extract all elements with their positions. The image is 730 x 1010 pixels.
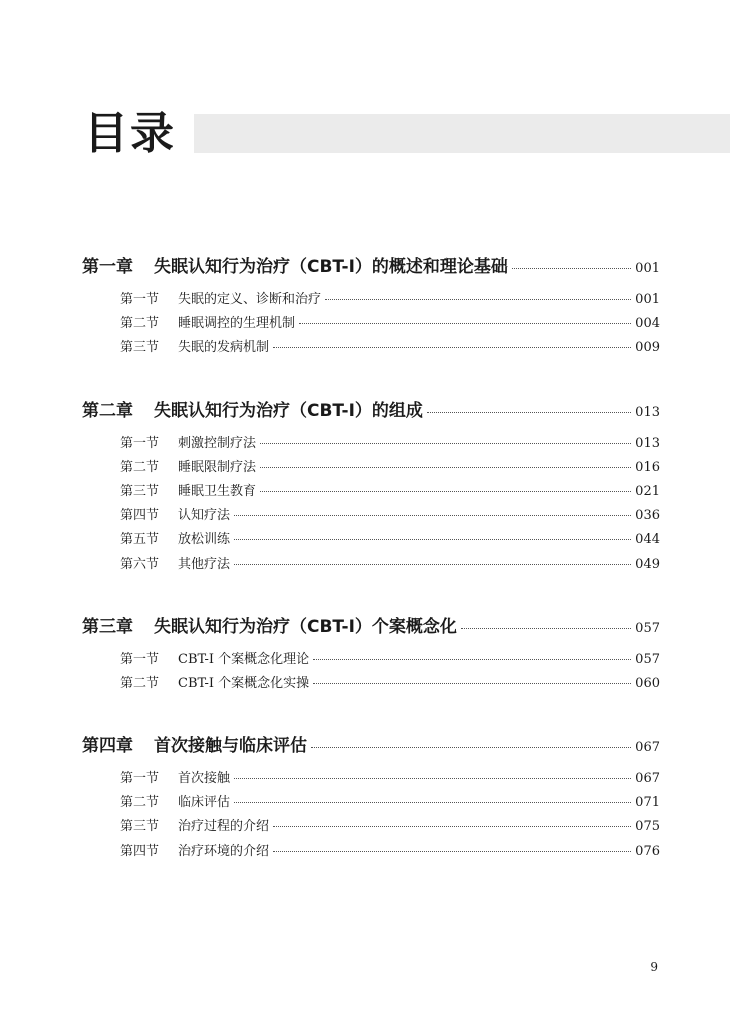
dot-leader <box>273 851 631 852</box>
section-title: 睡眠调控的生理机制 <box>178 316 296 332</box>
section-entry[interactable] <box>82 815 660 839</box>
dot-leader <box>325 299 631 300</box>
dot-leader <box>273 347 631 348</box>
page-number: 067 <box>635 740 660 756</box>
section-number: 第六节 <box>120 556 160 572</box>
page-title: 目录 <box>84 108 176 159</box>
page-number: 057 <box>635 651 660 667</box>
page-number: 016 <box>635 459 660 475</box>
page-number: 057 <box>635 620 660 636</box>
page-number: 004 <box>635 316 660 332</box>
dot-leader <box>234 778 631 779</box>
section-number: 第三节 <box>120 340 160 356</box>
chapter-entry[interactable] <box>82 396 660 424</box>
page-number: 001 <box>635 261 660 276</box>
title-decorative-bar <box>194 114 730 153</box>
section-title: 认知疗法 <box>178 508 231 524</box>
dot-leader <box>461 628 631 629</box>
dot-leader <box>427 412 631 413</box>
section-entry[interactable] <box>82 480 660 504</box>
section-entry[interactable] <box>82 648 660 672</box>
page-number: 071 <box>635 795 660 811</box>
section-entry[interactable] <box>82 288 660 312</box>
page-number: 060 <box>635 675 660 691</box>
section-title: CBT-I 个案概念化实操 <box>178 675 310 691</box>
section-entry[interactable] <box>82 791 660 815</box>
section-number: 第三节 <box>120 819 160 835</box>
section-entry[interactable] <box>82 456 660 480</box>
dot-leader <box>260 467 631 468</box>
section-title: 放松训练 <box>178 532 231 548</box>
section-entry[interactable] <box>82 528 660 552</box>
table-of-contents <box>82 252 660 864</box>
chapter-1 <box>82 252 660 361</box>
page-number: 001 <box>635 292 660 307</box>
dot-leader <box>512 268 631 269</box>
chapter-number: 第二章 <box>82 400 133 421</box>
page-number: 036 <box>635 508 660 524</box>
section-entry[interactable] <box>82 840 660 864</box>
chapter-2 <box>82 396 660 577</box>
section-number: 第三节 <box>120 483 160 499</box>
page-number: 044 <box>635 532 660 548</box>
chapter-4 <box>82 731 660 864</box>
chapter-title: 失眠认知行为治疗（CBT-I）个案概念化 <box>154 616 457 637</box>
dot-leader <box>299 323 631 324</box>
section-title: 失眠的定义、诊断和治疗 <box>178 292 322 307</box>
dot-leader <box>234 564 631 565</box>
chapter-entry[interactable] <box>82 252 660 280</box>
chapter-title: 首次接触与临床评估 <box>154 736 307 757</box>
section-title: 刺激控制疗法 <box>178 435 257 451</box>
page-folio: 9 <box>650 960 658 974</box>
section-entry[interactable] <box>82 672 660 696</box>
chapter-number: 第一章 <box>82 257 133 277</box>
page-number: 021 <box>635 483 660 499</box>
chapter-title: 失眠认知行为治疗（CBT-I）的组成 <box>154 400 423 421</box>
section-title: 睡眠卫生教育 <box>178 483 257 499</box>
page-number: 009 <box>635 340 660 356</box>
chapter-number: 第四章 <box>82 736 133 757</box>
section-number: 第一节 <box>120 292 160 307</box>
dot-leader <box>234 802 631 803</box>
section-number: 第一节 <box>120 771 160 787</box>
chapter-entry[interactable] <box>82 612 660 640</box>
section-number: 第四节 <box>120 843 160 859</box>
chapter-title: 失眠认知行为治疗（CBT-I）的概述和理论基础 <box>154 257 508 277</box>
page-number: 075 <box>635 819 660 835</box>
section-number: 第四节 <box>120 508 160 524</box>
section-title: CBT-I 个案概念化理论 <box>178 651 310 667</box>
section-number: 第五节 <box>120 532 160 548</box>
section-number: 第二节 <box>120 459 160 475</box>
section-number: 第二节 <box>120 316 160 332</box>
page-number: 067 <box>635 771 660 787</box>
dot-leader <box>260 443 631 444</box>
page-number: 013 <box>635 404 660 420</box>
chapter-number: 第三章 <box>82 616 133 637</box>
section-title: 治疗环境的介绍 <box>178 843 270 859</box>
section-number: 第二节 <box>120 675 160 691</box>
section-entry[interactable] <box>82 336 660 360</box>
dot-leader <box>234 515 631 516</box>
section-title: 治疗过程的介绍 <box>178 819 270 835</box>
section-entry[interactable] <box>82 432 660 456</box>
dot-leader <box>234 539 631 540</box>
dot-leader <box>313 659 631 660</box>
section-title: 失眠的发病机制 <box>178 340 270 356</box>
page-number: 013 <box>635 435 660 451</box>
section-entry[interactable] <box>82 553 660 577</box>
section-number: 第二节 <box>120 795 160 811</box>
dot-leader <box>313 683 631 684</box>
section-entry[interactable] <box>82 767 660 791</box>
section-title: 睡眠限制疗法 <box>178 459 257 475</box>
section-number: 第一节 <box>120 651 160 667</box>
chapter-entry[interactable] <box>82 731 660 759</box>
section-title: 临床评估 <box>178 795 231 811</box>
dot-leader <box>273 826 631 827</box>
section-title: 首次接触 <box>178 771 231 787</box>
section-title: 其他疗法 <box>178 556 231 572</box>
dot-leader <box>260 491 631 492</box>
section-number: 第一节 <box>120 435 160 451</box>
page-number: 049 <box>635 556 660 572</box>
toc-header <box>84 108 730 166</box>
page-number: 076 <box>635 843 660 859</box>
chapter-3 <box>82 612 660 696</box>
dot-leader <box>311 747 631 748</box>
section-entry[interactable] <box>82 504 660 528</box>
section-entry[interactable] <box>82 312 660 336</box>
